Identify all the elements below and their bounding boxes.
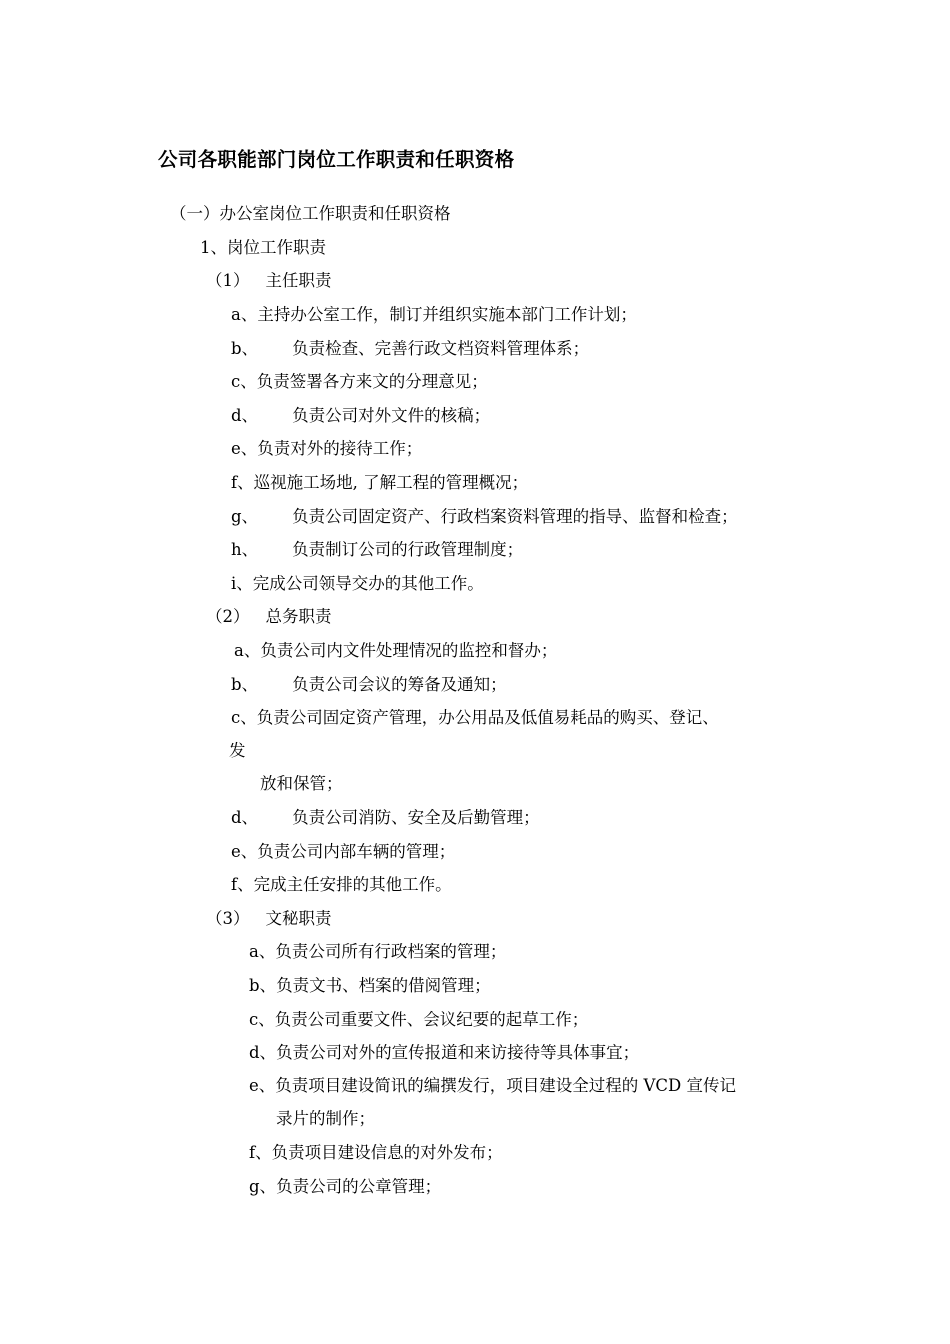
list-item [231, 841, 455, 863]
list-item [231, 707, 719, 729]
list-item [231, 874, 452, 896]
list-item [231, 338, 589, 360]
list-item [249, 1142, 503, 1164]
list-item-wrap: 放和保管； [260, 774, 343, 793]
item-text: 负责公司重要文件、会议纪要的起草工作； [274, 1010, 589, 1029]
item-text: 负责公司对外文件的核稿； [292, 406, 491, 425]
item-text: 负责文书、档案的借阅管理； [276, 976, 491, 995]
item-mark: g、 [231, 507, 259, 526]
item-mark: e、 [231, 439, 258, 458]
item-text: 负责公司所有行政档案的管理； [275, 942, 507, 961]
list-item [249, 1075, 736, 1097]
item-mark: c、 [231, 372, 257, 391]
item-mark: c、 [249, 1010, 275, 1029]
item-text: 负责公司内部车辆的管理； [257, 842, 456, 861]
item-text: 负责签署各方来文的分理意见； [256, 372, 488, 391]
item-text: 负责公司固定资产、行政档案资料管理的指导、监督和检查； [292, 507, 738, 526]
secretary-heading [206, 908, 332, 930]
list-item-wrap: 发 [229, 741, 246, 760]
list-item [249, 941, 506, 963]
document-title: 公司各职能部门岗位工作职责和任职资格 [158, 148, 515, 171]
item-mark: i、 [231, 574, 253, 593]
item-mark: b、 [231, 339, 259, 358]
item-mark: b、 [249, 976, 277, 995]
general-heading-num: （2） [206, 607, 250, 626]
item-text: 主持办公室工作，制订并组织实施本部门工作计划； [257, 305, 637, 324]
general-heading-text: 总务职责 [265, 607, 332, 626]
item-mark: a、 [249, 942, 276, 961]
item-mark: d、 [249, 1043, 277, 1062]
item-mark: e、 [231, 842, 258, 861]
item-text: 完成公司领导交办的其他工作。 [252, 574, 484, 593]
list-item [231, 304, 637, 326]
item-mark: d、 [231, 808, 259, 827]
item-text: 完成主任安排的其他工作。 [253, 875, 452, 894]
list-item [234, 640, 557, 662]
list-item [231, 371, 488, 393]
list-item [249, 975, 491, 997]
list-item [249, 1009, 588, 1031]
item-mark: f、 [231, 473, 254, 492]
secretary-heading-num: （3） [206, 909, 250, 928]
subsection-heading-duties: 1、岗位工作职责 [200, 238, 326, 257]
item-mark: b、 [231, 675, 259, 694]
item-mark: g、 [249, 1177, 277, 1196]
item-text: 负责对外的接待工作； [257, 439, 423, 458]
item-text: 负责制订公司的行政管理制度； [292, 540, 524, 559]
list-item [231, 405, 490, 427]
item-mark: e、 [249, 1076, 276, 1095]
item-text: 负责项目建设信息的对外发布； [271, 1143, 503, 1162]
item-text: 负责公司会议的筹备及通知； [292, 675, 507, 694]
list-item [231, 807, 540, 829]
item-text: 负责公司消防、安全及后勤管理； [292, 808, 540, 827]
list-item [249, 1042, 639, 1064]
director-heading [206, 270, 332, 292]
item-mark: a、 [231, 305, 258, 324]
item-mark: c、 [231, 708, 257, 727]
item-text: 负责公司对外的宣传报道和来访接待等具体事宜； [276, 1043, 640, 1062]
section-heading-office: （一）办公室岗位工作职责和任职资格 [170, 204, 451, 223]
list-item [231, 506, 738, 528]
list-item [249, 1176, 441, 1198]
item-text: 负责公司的公章管理； [276, 1177, 442, 1196]
general-heading [206, 606, 332, 628]
item-mark: f、 [231, 875, 254, 894]
item-text: 负责公司内文件处理情况的监控和督办； [260, 641, 558, 660]
item-text: 负责项目建设简讯的编撰发行，项目建设全过程的 VCD 宣传记 [275, 1076, 737, 1095]
director-heading-text: 主任职责 [265, 271, 332, 290]
item-mark: d、 [231, 406, 259, 425]
list-item-wrap: 录片的制作； [276, 1109, 375, 1128]
item-text: 负责检查、完善行政文档资料管理体系； [292, 339, 590, 358]
director-heading-num: （1） [206, 271, 250, 290]
item-mark: a、 [234, 641, 261, 660]
list-item [231, 674, 507, 696]
item-mark: h、 [231, 540, 259, 559]
item-mark: f、 [249, 1143, 272, 1162]
list-item [231, 472, 528, 494]
list-item [231, 573, 484, 595]
secretary-heading-text: 文秘职责 [265, 909, 332, 928]
list-item [231, 539, 523, 561]
item-text: 负责公司固定资产管理，办公用品及低值易耗品的购买、登记、 [256, 708, 719, 727]
item-text: 巡视施工场地, 了解工程的管理概况； [253, 473, 529, 492]
list-item [231, 438, 422, 460]
